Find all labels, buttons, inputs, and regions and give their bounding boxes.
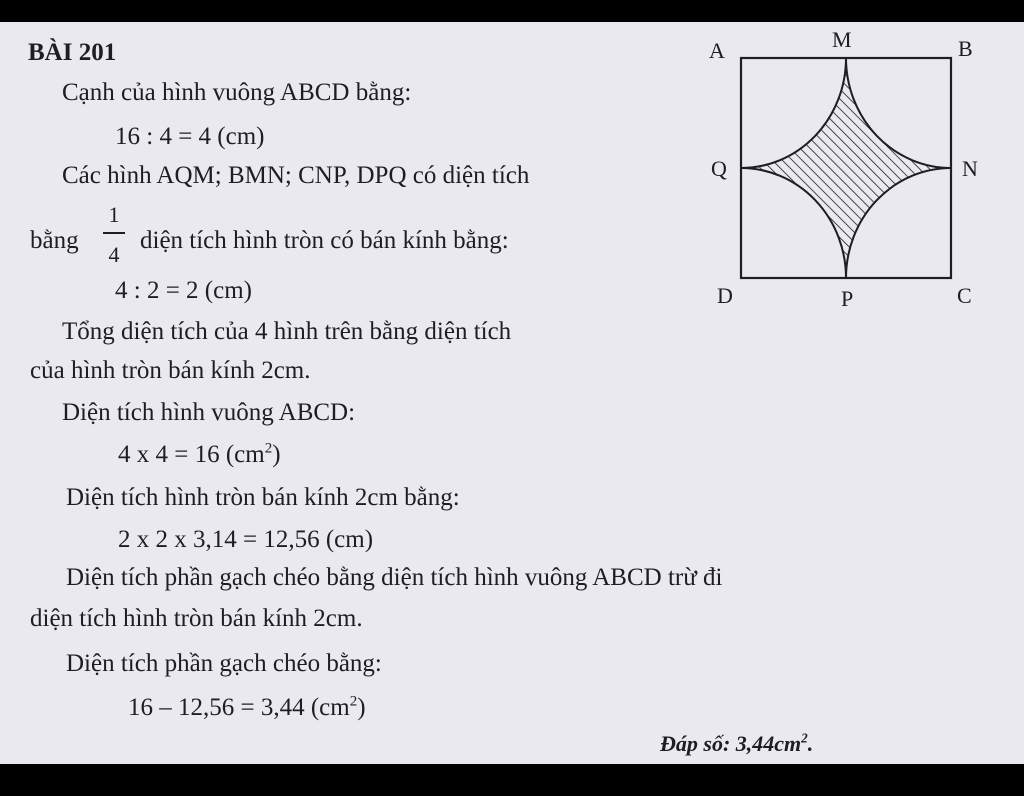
- calc-radius: 4 : 2 = 2 (cm): [115, 277, 252, 304]
- fraction-numerator: 1: [108, 202, 120, 227]
- shaded-region: [741, 58, 951, 278]
- textbook-page: [0, 22, 1024, 764]
- label-b: B: [958, 36, 973, 61]
- label-m: M: [832, 27, 852, 52]
- label-p: P: [841, 286, 854, 311]
- final-answer: Đáp số: $3,44cm^2$.: [660, 730, 814, 756]
- square-figure: [0, 22, 1024, 764]
- line-circle-area: Diện tích hình tròn bán kính 2cm bằng:: [66, 484, 460, 511]
- label-d: D: [717, 283, 733, 308]
- line-shaded-definition: Diện tích phần gạch chéo bằng diện tích hình vuông ABCD trừ đi: [66, 564, 723, 591]
- line-circle-radius: diện tích hình tròn có bán kính bằng:: [140, 227, 509, 254]
- calc-circle-area: 2 x 2 x 3,14 = 12,56 (cm): [118, 526, 374, 553]
- line-side-length: Cạnh của hình vuông ABCD bằng:: [62, 79, 412, 106]
- label-n: N: [962, 156, 978, 181]
- label-c: C: [957, 283, 972, 308]
- calc-side-length: 16 : 4 = 4 (cm): [115, 123, 265, 150]
- calc-shaded-area: 16 – 12,56 = 3,44 $(cm^2)$: [128, 693, 366, 721]
- line-shaded-area: Diện tích phần gạch chéo bằng:: [66, 650, 382, 677]
- label-a: A: [709, 38, 725, 63]
- line-total-area: Tổng diện tích của 4 hình trên bằng diện tích: [62, 318, 512, 345]
- line-shaded-definition-cont: diện tích hình tròn bán kính 2cm.: [30, 605, 363, 632]
- line-square-area: Diện tích hình vuông ABCD:: [62, 399, 356, 426]
- line-quarter-shapes: Các hình AQM; BMN; CNP, DPQ có diện tích: [62, 162, 530, 189]
- exercise-title: BÀI 201: [28, 39, 117, 66]
- line-circle-2cm: của hình tròn bán kính 2cm.: [30, 357, 311, 384]
- line-equals-word: bằng: [30, 227, 79, 254]
- calc-square-area: 4 x 4 = 16 $(cm^2)$: [118, 440, 281, 468]
- label-q: Q: [711, 156, 727, 181]
- fraction-denominator: 4: [108, 242, 120, 267]
